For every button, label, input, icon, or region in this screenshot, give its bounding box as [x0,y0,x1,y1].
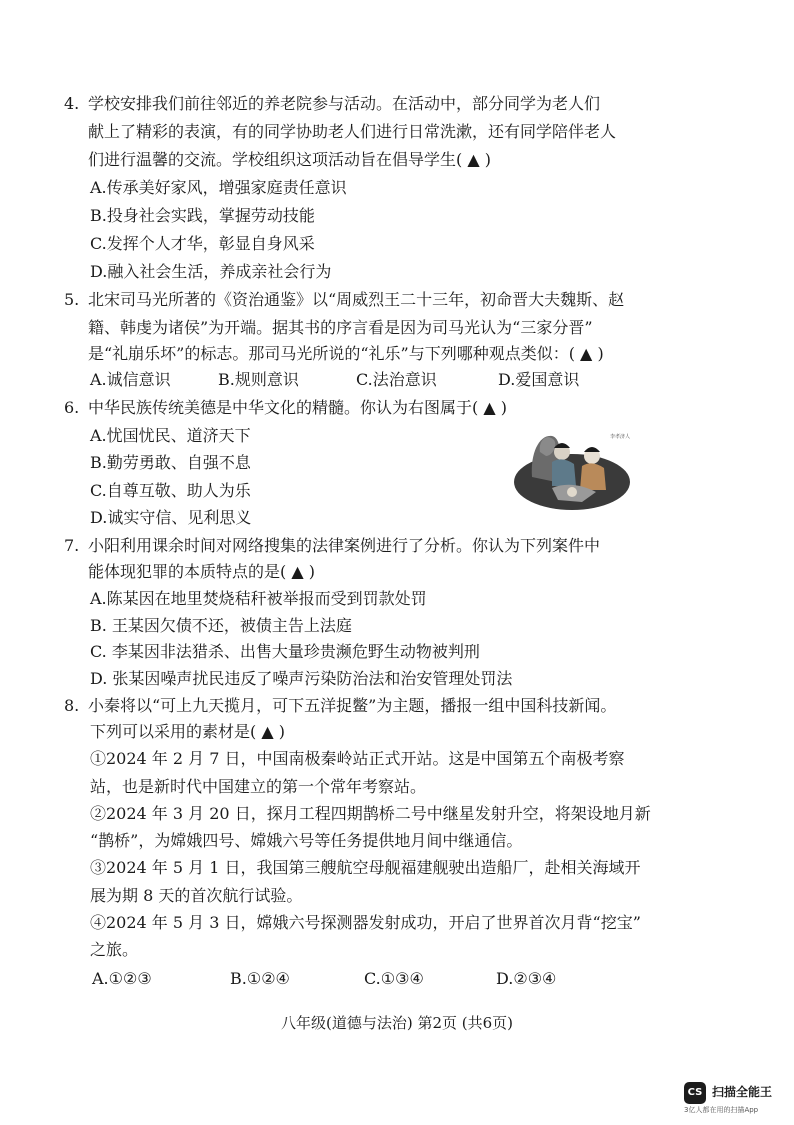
option-c: C. 李某因非法猎杀、出售大量珍贵濒危野生动物被判刑 [90,642,480,661]
question-stem: 小阳利用课余时间对网络搜集的法律案例进行了分析。你认为下列案件中 [88,536,601,555]
question-stem: 能体现犯罪的本质特点的是( ▲ ) [88,562,315,581]
question-stem: 学校安排我们前往邻近的养老院参与活动。在活动中，部分同学为老人们 [88,94,601,113]
material-1-cont: 站，也是新时代中国建立的第一个常年考察站。 [90,777,427,796]
scanner-tagline: 3亿人都在用的扫描App [684,1106,759,1114]
question-stem: 是“礼崩乐坏”的标志。那司马光所说的“礼乐”与下列哪种观点类似：( ▲ ) [88,344,604,363]
option-d: D. 张某因噪声扰民违反了噪声污染防治法和治安管理处罚法 [90,669,513,688]
option-a: A.诚信意识 [90,370,171,389]
option-c: C.发挥个人才华，彰显自身风采 [90,234,315,253]
material-2: ②2024 年 3 月 20 日，探月工程四期鹊桥二号中继星发射升空，将架设地月新 [90,804,651,823]
question-number: 4. [64,94,80,113]
question-number: 8. [64,696,80,715]
option-b: B.勤劳勇敢、自强不息 [90,453,251,472]
scanner-app-name: 扫描全能王 [712,1085,773,1099]
option-d: D.融入社会生活，养成亲社会行为 [90,262,332,281]
option-b: B.投身社会实践，掌握劳动技能 [90,206,315,225]
question-stem: 献上了精彩的表演，有的同学协助老人们进行日常洗漱，还有同学陪伴老人 [88,122,617,141]
option-c: C.①③④ [364,969,424,988]
material-2-cont: “鹊桥”，为嫦娥四号、嫦娥六号等任务提供地月间中继通信。 [90,831,523,850]
question-stem: 下列可以采用的素材是( ▲ ) [90,722,285,741]
material-1: ①2024 年 2 月 7 日，中国南极秦岭站正式开站。这是中国第五个南极考察 [90,749,625,768]
question-number: 6. [64,398,80,417]
illustration-image [512,422,630,512]
question-stem: 北宋司马光所著的《资治通鉴》以“周威烈王二十三年，初命晋大夫魏斯、赵 [88,290,625,309]
material-3: ③2024 年 5 月 1 日，我国第三艘航空母舰福建舰驶出造船厂，赴相关海域开 [90,858,641,877]
material-4: ④2024 年 5 月 3 日，嫦娥六号探测器发射成功，开启了世界首次月背“挖宝” [90,913,641,932]
option-c: C.自尊互敬、助人为乐 [90,481,251,500]
option-d: D.爱国意识 [498,370,580,389]
option-d: D.诚实守信、见利思义 [90,508,252,527]
option-b: B.规则意识 [218,370,299,389]
option-b: B. 王某因欠债不还，被债主告上法庭 [90,616,352,635]
option-a: A.陈某因在地里焚烧秸秆被举报而受到罚款处罚 [90,589,427,608]
option-a: A.①②③ [92,969,152,988]
option-c: C.法治意识 [356,370,437,389]
question-stem: 中华民族传统美德是中华文化的精髓。你认为右图属于( ▲ ) [88,398,507,417]
scanner-logo-icon: CS [684,1082,706,1104]
question-number: 5. [64,290,80,309]
material-3-cont: 展为期 8 天的首次航行试验。 [90,886,303,905]
option-a: A.传承美好家风，增强家庭责任意识 [90,178,347,197]
option-b: B.①②④ [230,969,290,988]
question-number: 7. [64,536,80,555]
page-footer: 八年级(道德与法治) 第2页 (共6页) [280,1014,514,1032]
material-4-cont: 之旅。 [90,940,139,959]
figure-caption: 李孝济人 [610,434,630,440]
question-stem: 们进行温馨的交流。学校组织这项活动旨在倡导学生( ▲ ) [88,150,491,169]
option-a: A.忧国忧民、道济天下 [90,426,251,445]
option-d: D.②③④ [496,969,557,988]
question-stem: 小秦将以“可上九天揽月，可下五洋捉鳖”为主题，播报一组中国科技新闻。 [88,696,617,715]
question-stem: 籍、韩虔为诸侯”为开端。据其书的序言看是因为司马光认为“三家分晋” [88,318,593,337]
